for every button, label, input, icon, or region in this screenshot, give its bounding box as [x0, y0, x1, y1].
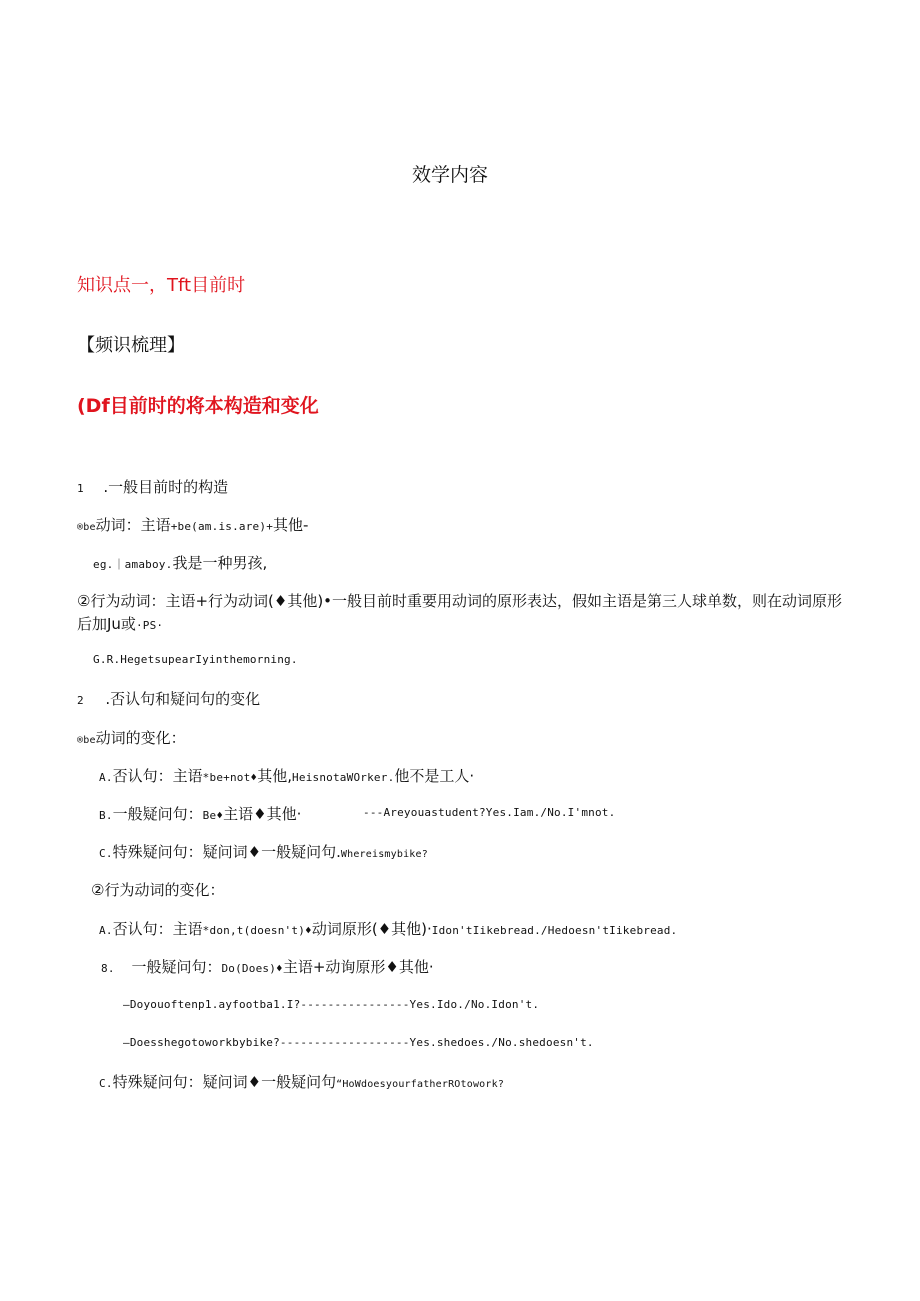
example-line: G.R.HegetsupearIyinthemorning.	[93, 653, 298, 666]
label: A.	[99, 771, 113, 784]
sub-heading: (Df目前时的将本构造和变化	[77, 395, 319, 417]
item-number: 1	[77, 482, 84, 495]
list-item	[77, 688, 260, 709]
formula: Be♦	[202, 809, 224, 822]
example-en: HeisnotaWOrker.	[292, 771, 395, 784]
text-span: ·PS·	[135, 619, 164, 632]
example-line: —Doesshegotoworkbybike?-------------------Yes.shedoes./No.shedoesn't.	[123, 1036, 594, 1049]
text-span: 一般疑问句：	[131, 958, 222, 976]
example-en: eg.｜amaboy.	[93, 558, 173, 571]
be-question-line	[99, 803, 301, 824]
action-verb-line-cont	[77, 613, 163, 634]
text-span: 否认句：主语	[112, 767, 203, 785]
formula: *be+not♦	[202, 771, 258, 784]
text-span: 主语♦其他·	[223, 805, 302, 823]
label: A.	[99, 924, 113, 937]
item-text: .否认句和疑问句的变化	[105, 690, 261, 708]
label: C.	[99, 1077, 113, 1090]
be-negative-line	[99, 765, 474, 786]
action-negative-line	[99, 918, 677, 939]
section-heading: 知识点一，Tft目前时	[77, 275, 246, 296]
item-number: 2	[77, 694, 84, 707]
review-heading: 【频识梳理】	[77, 335, 185, 356]
be-wh-question-line	[99, 841, 428, 862]
list-item	[77, 476, 228, 497]
text-span: 动词原形(♦其他)·	[311, 920, 432, 938]
page-title: 效学内容	[411, 164, 488, 186]
text-span: 主语+动询原形♦其他·	[282, 958, 434, 976]
action-question-line	[101, 956, 434, 977]
example-en: Idon'tIikebread./Hedoesn'tIikebread.	[431, 924, 678, 937]
text-span: 其他,	[257, 767, 293, 785]
text-span: 一般疑问句：	[112, 805, 203, 823]
text-span: 否认句：主语	[112, 920, 203, 938]
example-line	[93, 552, 267, 573]
be-structure-line	[77, 514, 308, 535]
text-span: 动词的变化：	[95, 729, 186, 747]
be-change-line	[77, 727, 186, 748]
example-en: “HoWdoesyourfatherROtowork?	[336, 1079, 505, 1090]
formula: *don,t(doesn't)♦	[202, 924, 312, 937]
label: B.	[99, 809, 113, 822]
bullet-marker: ®be	[77, 522, 96, 533]
text-span: 动词：主语	[95, 516, 171, 534]
text-span: 后加Ju或	[77, 615, 136, 633]
action-change-line: ②行为动词的变化：	[91, 881, 225, 899]
text-span: 特殊疑问句：疑问词♦一般疑问句.	[112, 843, 341, 861]
text-span: 其他-	[273, 516, 309, 534]
text-span: 特殊疑问句：疑问词♦一般疑问句	[112, 1073, 337, 1091]
example-en: ---Areyouastudent?Yes.Iam./No.I'mnot.	[363, 806, 616, 819]
bullet-marker: ®be	[77, 735, 96, 746]
formula: Do(Does)♦	[221, 962, 283, 975]
action-verb-line: ②行为动词：主语+行为动词(♦其他)•一般目前时重要用动词的原形表达，假如主语是第三人球单数，则在动词原形	[77, 592, 843, 610]
example-line: —Doyouoftenp1.ayfootba1.I?----------------Yes.Ido./No.Idon't.	[123, 998, 540, 1011]
action-wh-question-line	[99, 1071, 504, 1092]
item-text: .一般目前时的构造	[103, 478, 229, 496]
label: 8.	[101, 962, 115, 975]
formula: +be(am.is.are)+	[170, 520, 274, 533]
label: C.	[99, 847, 113, 860]
example-en: Whereismybike?	[340, 849, 428, 860]
example-cn: 他不是工人·	[394, 767, 475, 785]
example-cn: 我是一种男孩,	[172, 554, 268, 572]
